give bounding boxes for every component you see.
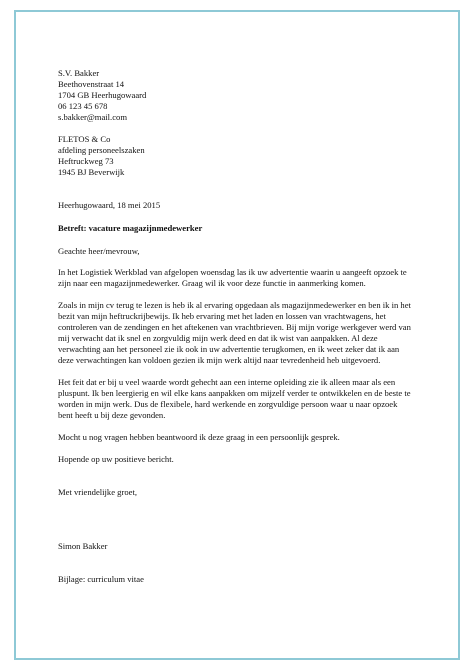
text-line: bent heeft u bij deze gevonden. <box>58 410 166 420</box>
text-line: pluspunt. Ik ben leergierig en wil elke kans aanpakken om mijzelf verder te ontwikkelen en de beste te <box>58 388 411 398</box>
salutation: Geachte heer/mevrouw, <box>58 246 140 256</box>
text-line: zijn naar een magazijnmedewerker. Graag wil ik voor deze functie in aanmerking komen. <box>58 278 366 288</box>
text-line: mij verwacht dat ik snel en zorgvuldig mijn werk deed en dat ik wist van aanpakken. Al deze <box>58 333 378 343</box>
text-line: In het Logistiek Werkblad van afgelopen woensdag las ik uw advertentie waarin u aangeeft opzoek te <box>58 267 407 277</box>
text-line: bezit van mijn heftruckrijbewijs. Ik heb ervaring met het laden en lossen van vrachtwagens, het <box>58 311 386 321</box>
text-line: Zoals in mijn cv terug te lezen is heb ik al ervaring opgedaan als magazijnmedewerker en ben ik in het <box>58 300 411 310</box>
paragraph-3 <box>58 377 430 421</box>
sender-street: Beethovenstraat 14 <box>58 79 125 89</box>
subject-line: Betreft: vacature magazijnmedewerker <box>58 223 203 233</box>
text-line: Hopende op uw positieve bericht. <box>58 454 174 464</box>
place-date: Heerhugowaard, 18 mei 2015 <box>58 200 161 210</box>
letter-body <box>58 68 430 585</box>
closing: Met vriendelijke groet, <box>58 487 137 497</box>
recipient-department: afdeling personeelszaken <box>58 145 145 155</box>
recipient-postal-city: 1945 BJ Beverwijk <box>58 167 125 177</box>
sender-email: s.bakker@mail.com <box>58 112 128 122</box>
recipient-street: Heftruckweg 73 <box>58 156 114 166</box>
paragraph-1 <box>58 267 430 289</box>
text-line: controleren van de zendingen en het aftekenen van vrachtbrieven. Bij mijn vorige werkgever werd van <box>58 322 411 332</box>
attachment-note: Bijlage: curriculum vitae <box>58 574 144 584</box>
signature-name: Simon Bakker <box>58 541 108 551</box>
recipient-company: FLETOS & Co <box>58 134 111 144</box>
recipient-address-block <box>58 134 430 178</box>
text-line: Mocht u nog vragen hebben beantwoord ik deze graag in een persoonlijk gesprek. <box>58 432 340 442</box>
text-line: worden in mijn werk. Dus de flexibele, hard werkende en zorgvuldige persoon waar u naar opzoek <box>58 399 398 409</box>
sender-phone: 06 123 45 678 <box>58 101 108 111</box>
paragraph-5 <box>58 454 430 465</box>
text-line: verwachting aan het personeel zie ik ook in uw advertentie terugkomen, en ik weet zeker dat ik aan <box>58 344 400 354</box>
text-line: Het feit dat er bij u veel waarde wordt gehecht aan een interne opleiding zie ik alleen maar als een <box>58 377 396 387</box>
sender-postal-city: 1704 GB Heerhugowaard <box>58 90 147 100</box>
paragraph-4 <box>58 432 430 443</box>
sender-name: S.V. Bakker <box>58 68 100 78</box>
paragraph-2 <box>58 300 430 366</box>
text-line: deze verwachtingen kan voldoen gezien ik mijn werk altijd naar tevredenheid heb uitgevoerd. <box>58 355 381 365</box>
sender-address-block <box>58 68 430 123</box>
